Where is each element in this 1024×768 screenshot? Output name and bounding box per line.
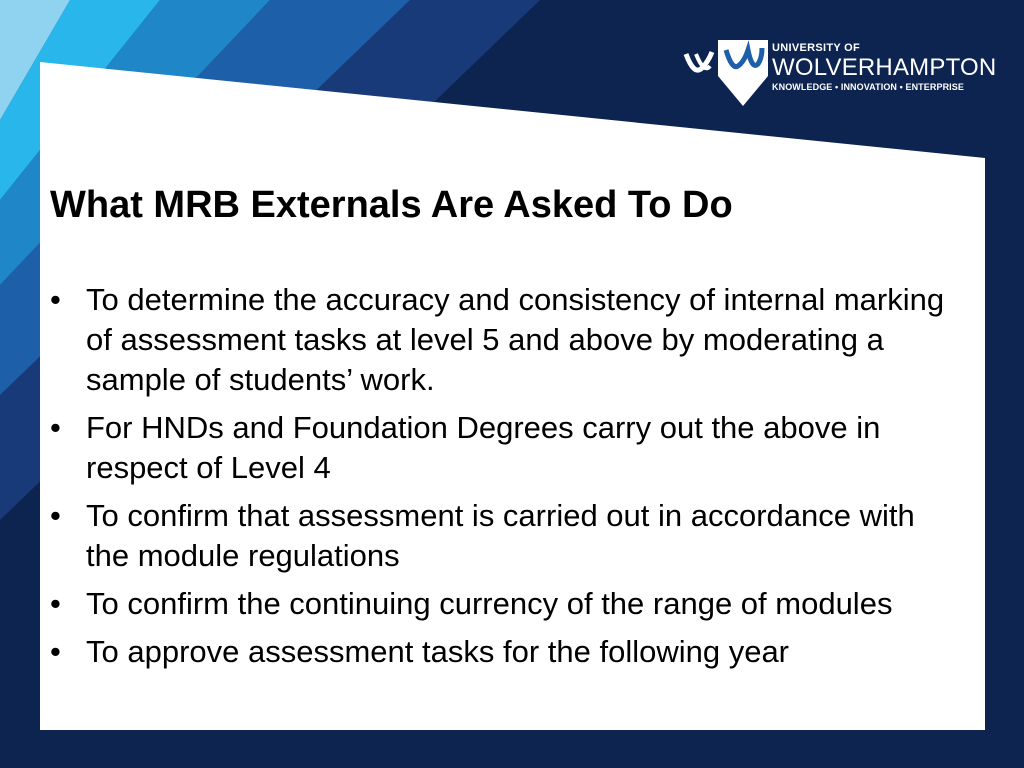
logo-tagline: KNOWLEDGE • INNOVATION • ENTERPRISE — [772, 82, 964, 92]
bullet-marker: • — [50, 410, 61, 445]
university-crest-icon — [682, 40, 768, 106]
bullet-marker: • — [50, 498, 61, 533]
bullet-text: To confirm the continuing currency of the range of modules — [86, 586, 893, 621]
bullet-text: To confirm that assessment is carried out in accordance with the module regulations — [86, 498, 915, 573]
bullet-text: To determine the accuracy and consistency of internal marking of assessment tasks at level 5 and above by moderating a sample of students’ work. — [86, 282, 945, 397]
bullet-marker: • — [50, 586, 61, 621]
bullet-text: To approve assessment tasks for the following year — [86, 634, 790, 669]
bullet-item — [50, 632, 950, 672]
logo-wolverhampton: WOLVERHAMPTON — [772, 54, 997, 81]
bullet-list — [50, 280, 950, 680]
logo-text — [772, 42, 996, 93]
bullet-marker: • — [50, 282, 61, 317]
bullet-marker: • — [50, 634, 61, 669]
logo-university-of: UNIVERSITY OF — [772, 42, 861, 54]
slide-title: What MRB Externals Are Asked To Do — [50, 184, 733, 226]
bullet-item — [50, 496, 950, 576]
bullet-item — [50, 280, 950, 400]
bullet-text: For HNDs and Foundation Degrees carry out the above in respect of Level 4 — [86, 410, 881, 485]
bullet-item — [50, 408, 950, 488]
university-logo — [682, 40, 997, 108]
bullet-item — [50, 584, 950, 624]
